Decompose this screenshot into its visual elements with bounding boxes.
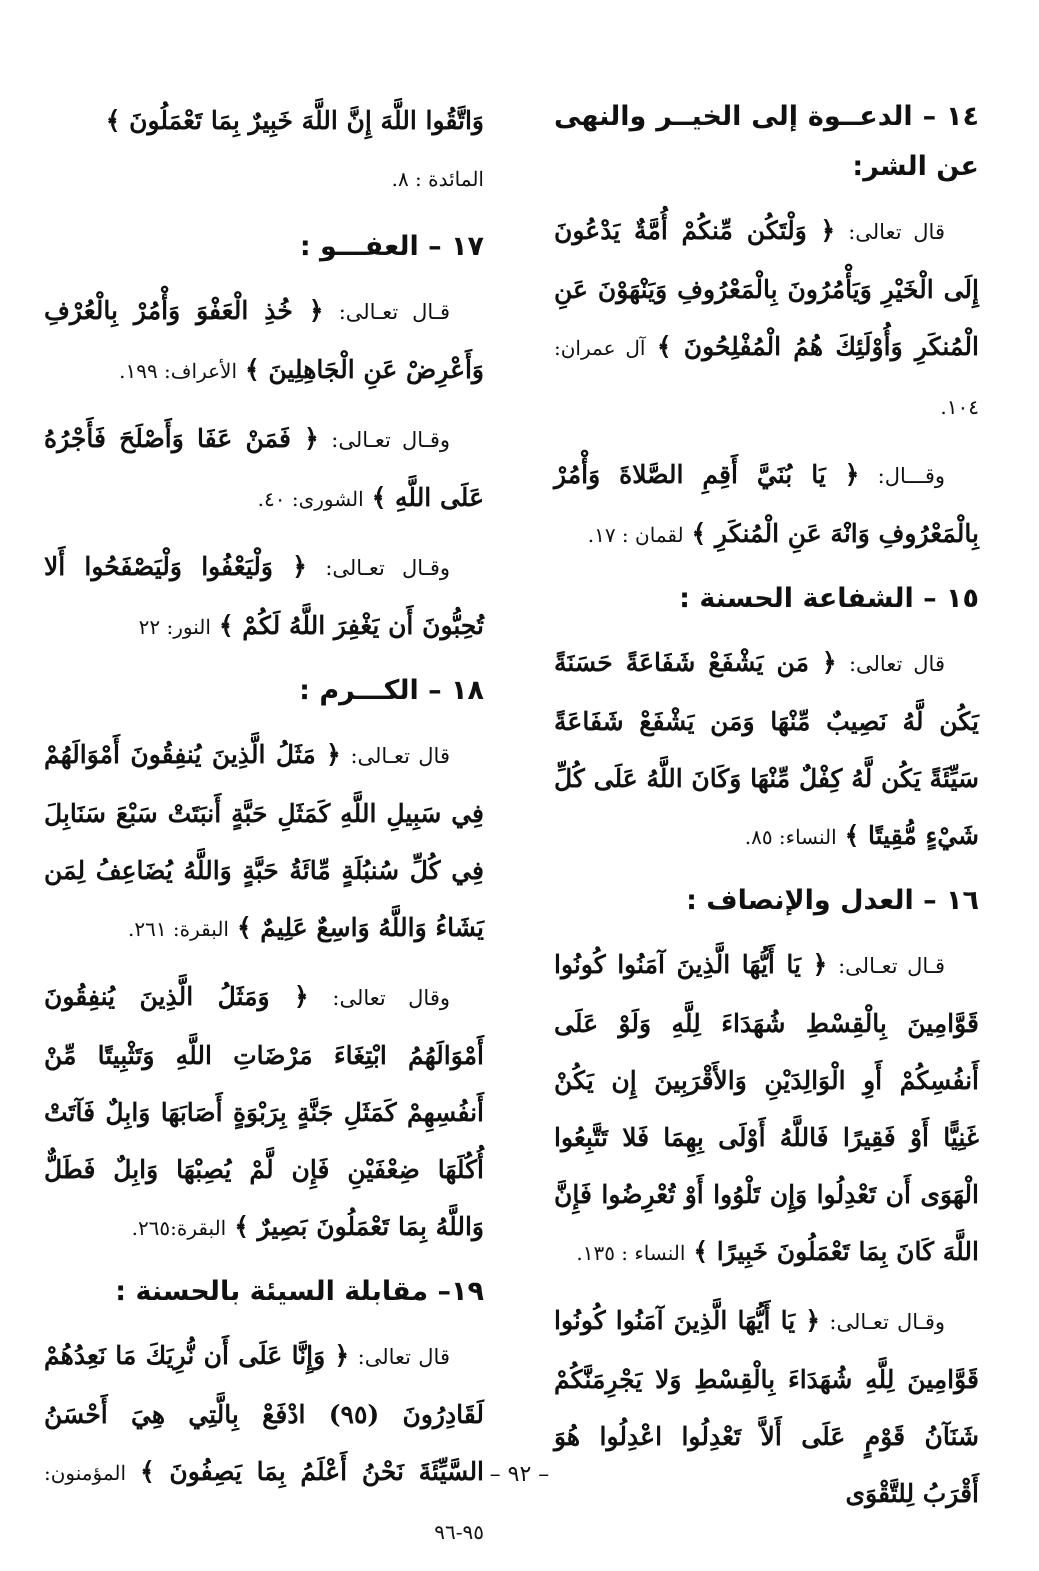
verse-intro: قال تعالى: xyxy=(848,652,945,676)
section-heading-16: ١٦ – العدل والإنصاف : xyxy=(686,885,979,916)
verse-paragraph xyxy=(44,410,484,528)
verse-intro: وقـال تعـالى: xyxy=(331,428,451,452)
verse-intro: وقـال تعـالى: xyxy=(325,556,451,580)
verse-paragraph xyxy=(554,1292,979,1522)
verse-reference: البقرة:٢٦٥. xyxy=(131,1216,227,1240)
verse-continuation xyxy=(44,92,484,208)
verse-intro: وقال تعالى: xyxy=(332,986,450,1010)
verse-intro: قـال تعـالى: xyxy=(838,954,946,978)
verse-paragraph xyxy=(44,538,484,656)
quran-verse: ﴿ يَا بُنَيَّ أَقِمِ الصَّلاةَ وَأْمُرْ بِالْمَعْرُوفِ وَانْهَ عَنِ الْمُنكَرِ ﴾ xyxy=(554,460,979,548)
quran-verse: ﴿ وَلْيَعْفُوا وَلْيَصْفَحُوا أَلا تُحِبُّونَ أَن يَغْفِرَ اللَّهُ لَكُمْ ﴾ xyxy=(44,552,484,640)
section-heading-14: ١٤ – الدعــوة إلى الخيــر والنهى عن الشر: xyxy=(554,101,979,182)
verse-reference: المؤمنون: ٩٥-٩٦ xyxy=(44,1461,484,1544)
verse-intro: قـال تعـالى: xyxy=(338,300,450,324)
verse-reference: آل عمران: ١٠٤. xyxy=(554,336,979,419)
quran-verse: ﴿ وَمَثَلُ الَّذِينَ يُنفِقُونَ أَمْوَالَهُمُ ابْتِغَاءَ مَرْضَاتِ اللَّهِ وَتَثْبِيتًا مِّنْ أَنفُسِهِمْ كَمَثَلِ جَنَّةٍ بِرَبْوَةٍ أَصَابَهَا وَابِلٌ فَآتَتْ أُكُلَهَا ضِعْفَيْنِ فَإِن لَّمْ يُصِبْهَا وَابِلٌ فَطَلٌّ وَاللَّهُ بِمَا تَعْمَلُونَ بَصِيرٌ ﴾ xyxy=(44,982,484,1241)
quran-verse: ﴿ مَن يَشْفَعْ شَفَاعَةً حَسَنَةً يَكُن لَّهُ نَصِيبٌ مِّنْهَا وَمَن يَشْفَعْ شَفَاعَةً سَيِّئَةً يَكُن لَّهُ كِفْلٌ مِّنْهَا وَكَانَ اللَّهُ عَلَى كُلِّ شَيْءٍ مُّقِيتًا ﴾ xyxy=(554,648,979,850)
verse-intro: وقـــال: xyxy=(877,464,945,488)
verse-paragraph xyxy=(44,726,484,958)
verse-paragraph xyxy=(554,202,979,436)
verse-reference: لقمان : ١٧. xyxy=(587,523,684,547)
section-heading-15: ١٥ – الشفاعة الحسنة : xyxy=(679,583,979,614)
section-heading-17: ١٧ – العفـــو : xyxy=(299,231,484,262)
verse-paragraph xyxy=(554,936,979,1282)
quran-verse: ﴿ خُذِ الْعَفْوَ وَأْمُرْ بِالْعُرْفِ وَأَعْرِضْ عَنِ الْجَاهِلِينَ ﴾ xyxy=(44,296,484,384)
verse-reference: الأعراف: ١٩٩. xyxy=(119,359,238,383)
verse-reference: البقرة: ٢٦١. xyxy=(127,917,229,941)
quran-verse: ﴿ وَلْتَكُن مِّنكُمْ أُمَّةٌ يَدْعُونَ إِلَى الْخَيْرِ وَيَأْمُرُونَ بِالْمَعْرُوفِ وَيَنْهَوْنَ عَنِ الْمُنكَرِ وَأُوْلَئِكَ هُمُ الْمُفْلِحُونَ ﴾ xyxy=(554,216,979,361)
quran-verse: ﴿ مَثَلُ الَّذِينَ يُنفِقُونَ أَمْوَالَهُمْ فِي سَبِيلِ اللَّهِ كَمَثَلِ حَبَّةٍ أَنبَتَتْ سَبْعَ سَنَابِلَ فِي كُلِّ سُنبُلَةٍ مِّائَةُ حَبَّةٍ وَاللَّهُ يُضَاعِفُ لِمَن يَشَاءُ وَاللَّهُ وَاسِعٌ عَلِيمٌ ﴾ xyxy=(44,740,484,942)
verse-reference: النساء : ١٣٥. xyxy=(576,1241,686,1265)
section-heading-19: ١٩– مقابلة السيئة بالحسنة : xyxy=(115,1276,484,1307)
verse-intro: قال تعالى: xyxy=(848,220,945,244)
quran-verse: ﴿ فَمَنْ عَفَا وَأَصْلَحَ فَأَجْرُهُ عَلَى اللَّهِ ﴾ xyxy=(44,424,484,512)
quran-verse: ﴿ وَإِنَّا عَلَى أَن نُّرِيَكَ مَا نَعِدُهُمْ لَقَادِرُونَ (٩٥) ادْفَعْ بِالَّتِي هِيَ أَحْسَنُ السَّيِّئَةَ نَحْنُ أَعْلَمُ بِمَا يَصِفُونَ ﴾ xyxy=(44,1341,485,1486)
section-heading-18: ١٨ – الكـــرم : xyxy=(299,675,484,706)
verse-reference: الشورى: ٤٠. xyxy=(257,487,364,511)
verse-paragraph xyxy=(44,968,484,1257)
verse-reference: النور: ٢٢ xyxy=(138,615,211,639)
verse-paragraph xyxy=(44,282,484,400)
verse-paragraph xyxy=(554,634,979,866)
quran-verse: وَاتَّقُوا اللَّهَ إِنَّ اللَّهَ خَبِيرٌ بِمَا تَعْمَلُونَ ﴾ xyxy=(105,106,484,135)
verse-intro: قال تعـالى: xyxy=(350,744,450,768)
verse-paragraph xyxy=(44,1327,484,1561)
right-column xyxy=(554,92,979,1532)
verse-reference: النساء: ٨٥. xyxy=(744,825,837,849)
verse-intro: قال تعالى: xyxy=(357,1345,450,1369)
verse-intro: وقـال تعـالى: xyxy=(829,1310,946,1334)
left-column xyxy=(44,92,484,1571)
quran-verse: ﴿ يَا أَيُّهَا الَّذِينَ آمَنُوا كُونُوا قَوَّامِينَ لِلَّهِ شُهَدَاءَ بِالْقِسْطِ وَلا يَجْرِمَنَّكُمْ شَنَآنُ قَوْمٍ عَلَى أَلاَّ تَعْدِلُوا اعْدِلُوا هُوَ أَقْرَبُ لِلتَّقْوَى xyxy=(554,1306,979,1508)
quran-verse: ﴿ يَا أَيُّهَا الَّذِينَ آمَنُوا كُونُوا قَوَّامِينَ بِالْقِسْطِ شُهَدَاءَ لِلَّهِ وَلَوْ عَلَى أَنفُسِكُمْ أَوِ الْوَالِدَيْنِ وَالأَقْرَبِينَ إِن يَكُنْ غَنِيًّا أَوْ فَقِيرًا فَاللَّهُ أَوْلَى بِهِمَا فَلا تَتَّبِعُوا الْهَوَى أَن تَعْدِلُوا وَإِن تَلْوُوا أَوْ تُعْرِضُوا فَإِنَّ اللَّهَ كَانَ بِمَا تَعْمَلُونَ خَبِيرًا ﴾ xyxy=(554,950,979,1266)
verse-reference: المائدة : ٨. xyxy=(391,167,484,191)
verse-paragraph xyxy=(554,446,979,564)
page-number: – ٩٢ – xyxy=(489,1462,550,1487)
